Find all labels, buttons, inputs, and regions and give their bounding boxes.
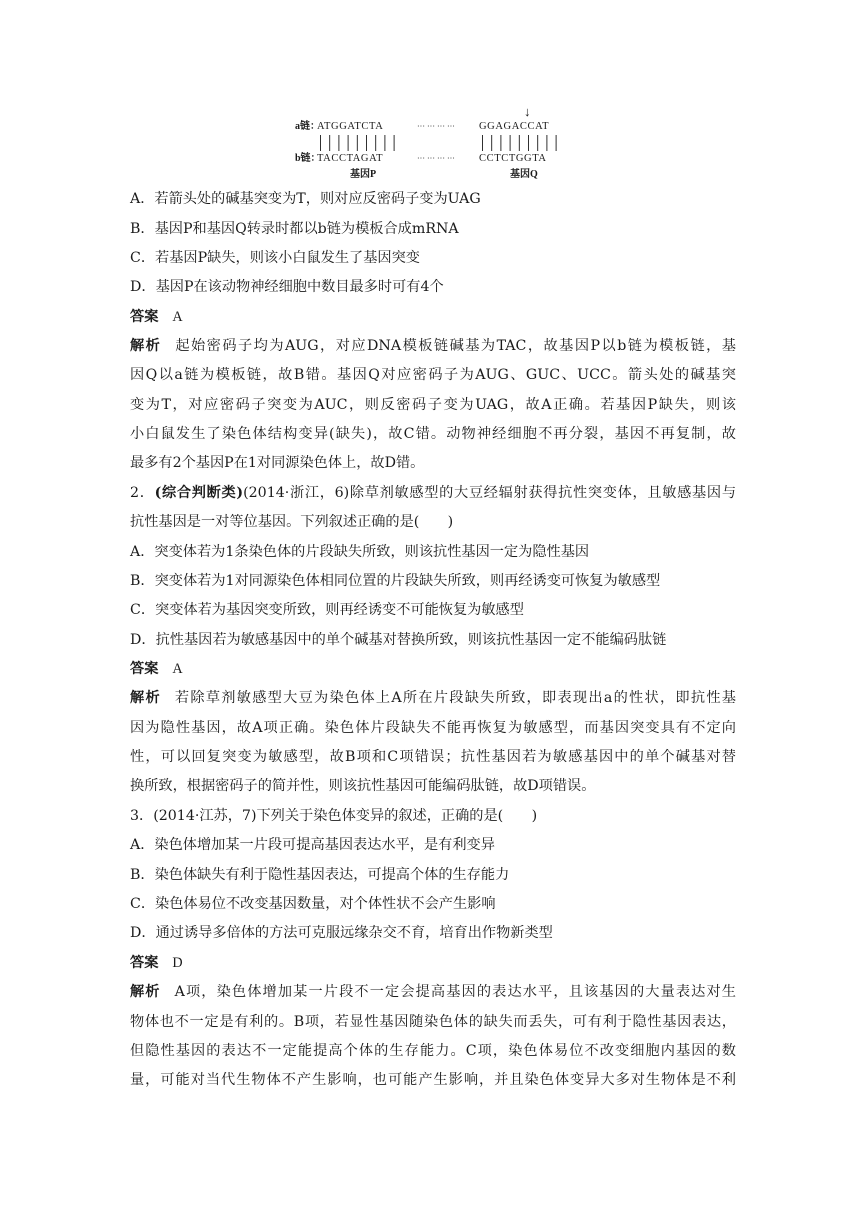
- answer-value: D: [172, 955, 183, 971]
- q1-analysis-line-3: 变为T，对应密码子突变为AUC，则反密码子变为UAG，故A正确。若基因P缺失，则该: [130, 397, 736, 413]
- question-number: 2．: [130, 485, 155, 501]
- answer-label: 答案: [130, 309, 159, 325]
- q3-analysis-line-4: 量，可能对当代生物体不产生影响，也可能产生影响，并且染色体变异大多对生物体是不利: [130, 1072, 736, 1088]
- q2-option-d: D．抗性基因若为敏感基因中的单个碱基对替换所致，则该抗性基因一定不能编码肽链: [130, 632, 667, 648]
- question-stem: (2014·浙江，6)除草剂敏感型的大豆经辐射获得抗性突变体，且敏感基因与: [243, 485, 737, 501]
- dna-strand-diagram: [295, 104, 575, 184]
- answer-value: A: [172, 309, 183, 325]
- b-strand-seq-1: TACCTAGAT: [317, 153, 384, 164]
- b-strand-dots: ··· ··· ··· ···: [417, 154, 455, 163]
- q1-analysis-line-4: 小白鼠发生了染色体结构变异(缺失)，故C错。动物神经细胞不再分裂，基因不再复制，故: [130, 426, 736, 442]
- a-strand-dots: ··· ··· ··· ···: [417, 122, 455, 131]
- q2-stem-line-2: 抗性基因是一对等位基因。下列叙述正确的是( ): [130, 514, 454, 530]
- q2-option-b: B．突变体若为1对同源染色体相同位置的片段缺失所致，则再经诱变可恢复为敏感型: [130, 573, 661, 589]
- q3-analysis-line-2: 物体也不一定是有利的。B项，若显性基因随染色体的缺失而丢失，可有利于隐性基因表达，: [130, 1014, 736, 1030]
- q3-option-a: A．染色体增加某一片段可提高基因表达水平，是有利变异: [130, 837, 495, 853]
- a-strand-seq-2: GGAGACCAT: [479, 121, 550, 132]
- q1-option-a: A．若箭头处的碱基突变为T，则对应反密码子变为UAG: [130, 191, 481, 207]
- a-strand-label: a链：: [295, 121, 320, 132]
- q2-option-c: C．突变体若为基因突变所致，则再经诱变不可能恢复为敏感型: [130, 602, 524, 618]
- q3-option-d: D．通过诱导多倍体的方法可克服远缘杂交不育，培育出作物新类型: [130, 925, 553, 941]
- q1-answer: [130, 302, 736, 332]
- q2-analysis-line-1: [130, 683, 736, 713]
- b-strand-label: b链：: [295, 153, 321, 164]
- analysis-text: 起始密码子均为AUG，对应DNA模板链碱基为TAC，故基因P以b链为模板链，基: [175, 338, 736, 354]
- analysis-text: 若除草剂敏感型大豆为染色体上A所在片段缺失所致，即表现出a的性状，即抗性基: [174, 690, 736, 706]
- q1-analysis-line-5: 最多有2个基因P在1对同源染色体上，故D错。: [130, 455, 425, 471]
- answer-label: 答案: [130, 661, 159, 677]
- q2-analysis-line-4: 换所致，根据密码子的简并性，则该抗性基因可能编码肽链，故D项错误。: [130, 778, 596, 794]
- arrow-icon: ↓: [524, 104, 531, 119]
- a-strand-seq-1: ATGGATCTA: [317, 121, 384, 132]
- question-tag: (综合判断类): [154, 485, 244, 501]
- analysis-label: 解析: [130, 690, 161, 706]
- q2-stem-line-1: [130, 478, 736, 508]
- base-pair-bonds: [321, 135, 557, 151]
- q1-option-d: D．基因P在该动物神经细胞中数目最多时可有4个: [130, 279, 444, 295]
- q3-stem: 3．(2014·江苏，7)下列关于染色体变异的叙述，正确的是( ): [130, 808, 538, 824]
- analysis-text: A项，染色体增加某一片段不一定会提高基因的表达水平，且该基因的大量表达对生: [174, 984, 736, 1000]
- q2-analysis-line-3: 性，可以回复突变为敏感型，故B项和C项错误；抗性基因若为敏感基因中的单个碱基对替: [130, 749, 736, 765]
- q2-analysis-line-2: 因为隐性基因，故A项正确。染色体片段缺失不能再恢复为敏感型，而基因突变具有不定向: [130, 720, 736, 736]
- q1-analysis-line-2: 因Q以a链为模板链，故B错。基因Q对应密码子为AUG、GUC、UCC。箭头处的碱基突: [130, 367, 736, 383]
- answer-label: 答案: [130, 955, 159, 971]
- q2-option-a: A．突变体若为1条染色体的片段缺失所致，则该抗性基因一定为隐性基因: [130, 544, 590, 560]
- answer-value: A: [172, 661, 183, 677]
- q1-option-c: C．若基因P缺失，则该小白鼠发生了基因突变: [130, 250, 420, 266]
- analysis-label: 解析: [130, 338, 162, 354]
- q2-answer: [130, 654, 736, 684]
- q3-answer: [130, 948, 736, 978]
- q1-option-b: B．基因P和基因Q转录时都以b链为模板合成mRNA: [130, 221, 459, 237]
- q3-analysis-line-3: 但隐性基因的表达不一定能提高个体的生存能力。C项，染色体易位不改变细胞内基因的数: [130, 1043, 736, 1059]
- b-strand-seq-2: CCTCTGGTA: [479, 153, 547, 164]
- analysis-label: 解析: [130, 984, 161, 1000]
- q1-analysis-line-1: [130, 331, 736, 361]
- q3-option-c: C．染色体易位不改变基因数量，对个体性状不会产生影响: [130, 896, 496, 912]
- gene-q-label: 基因Q: [510, 169, 538, 180]
- q3-analysis-line-1: [130, 977, 736, 1007]
- gene-p-label: 基因P: [350, 169, 377, 180]
- q3-option-b: B．染色体缺失有利于隐性基因表达，可提高个体的生存能力: [130, 867, 510, 883]
